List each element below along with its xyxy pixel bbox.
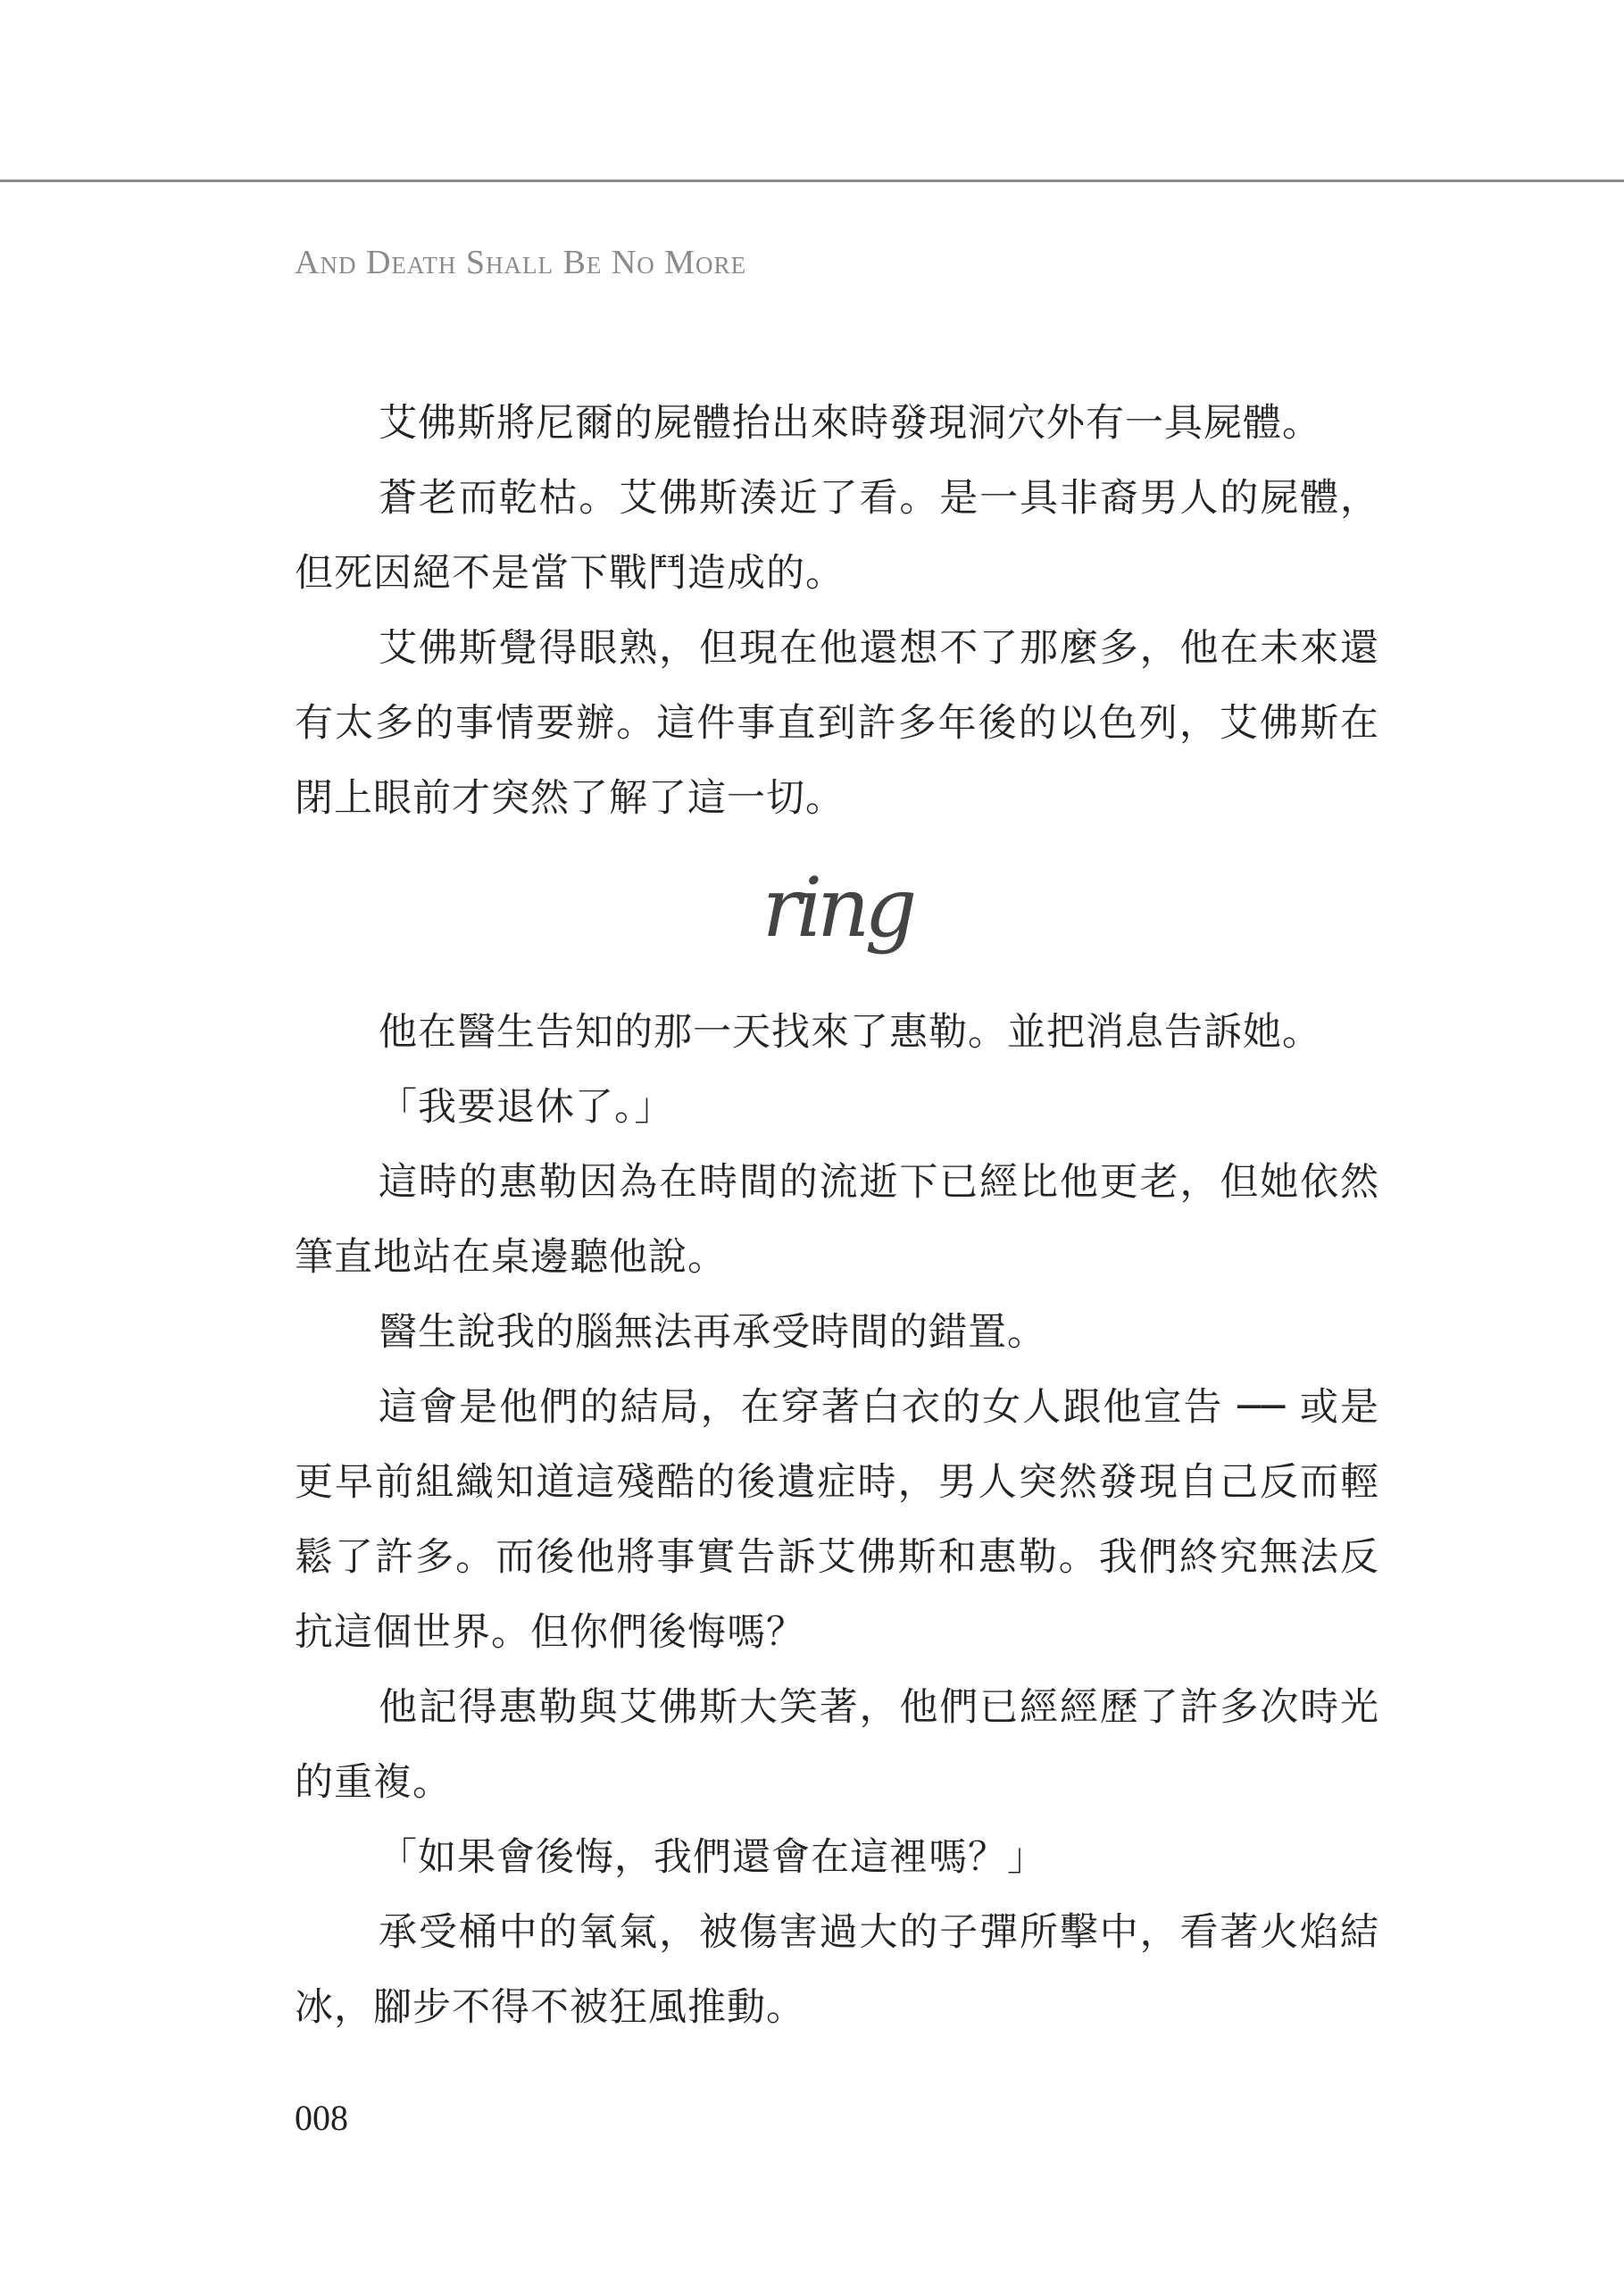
- paragraph: 他記得惠勒與艾佛斯大笑著，他們已經經歷了許多次時光的重複。: [295, 1685, 1379, 1805]
- page-number: 008: [295, 2098, 348, 2138]
- paragraph: 這時的惠勒因為在時間的流逝下已經比他更老，但她依然筆直地站在桌邊聽他說。: [295, 1160, 1379, 1280]
- paragraph: 這會是他們的結局，在穿著白衣的女人跟他宣告 ── 或是更早前組織知道這殘酷的後遺症時，男人突然發現自己反而輕鬆了許多。而後他將事實告訴艾佛斯和惠勒。我們終究無法反抗這個世界。但你們後悔嗎？: [295, 1385, 1379, 1655]
- section-mark: ring: [762, 860, 912, 956]
- paragraph: 蒼老而乾枯。艾佛斯湊近了看。是一具非裔男人的屍體，但死因絕不是當下戰鬥造成的。: [295, 476, 1379, 596]
- header-rule: [0, 179, 1624, 182]
- paragraph: 承受桶中的氧氣，被傷害過大的子彈所擊中，看著火焰結冰，腳步不得不被狂風推動。: [295, 1910, 1379, 2030]
- paragraph: 艾佛斯覺得眼熟，但現在他還想不了那麼多，他在未來還有太多的事情要辦。這件事直到許多年後的以色列，艾佛斯在閉上眼前才突然了解了這一切。: [295, 626, 1379, 821]
- paragraph: 「我要退休了。」: [379, 1085, 674, 1130]
- paragraph: 醫生說我的腦無法再承受時間的錯置。: [379, 1310, 1046, 1355]
- paragraph: 「如果會後悔，我們還會在這裡嗎？」: [379, 1835, 1046, 1880]
- paragraph: 艾佛斯將尼爾的屍體抬出來時發現洞穴外有一具屍體。: [379, 401, 1321, 446]
- running-head: And Death Shall Be No More: [295, 244, 747, 281]
- paragraph: 他在醫生告知的那一天找來了惠勒。並把消息告訴她。: [379, 1010, 1321, 1055]
- body-text: [295, 386, 1379, 2045]
